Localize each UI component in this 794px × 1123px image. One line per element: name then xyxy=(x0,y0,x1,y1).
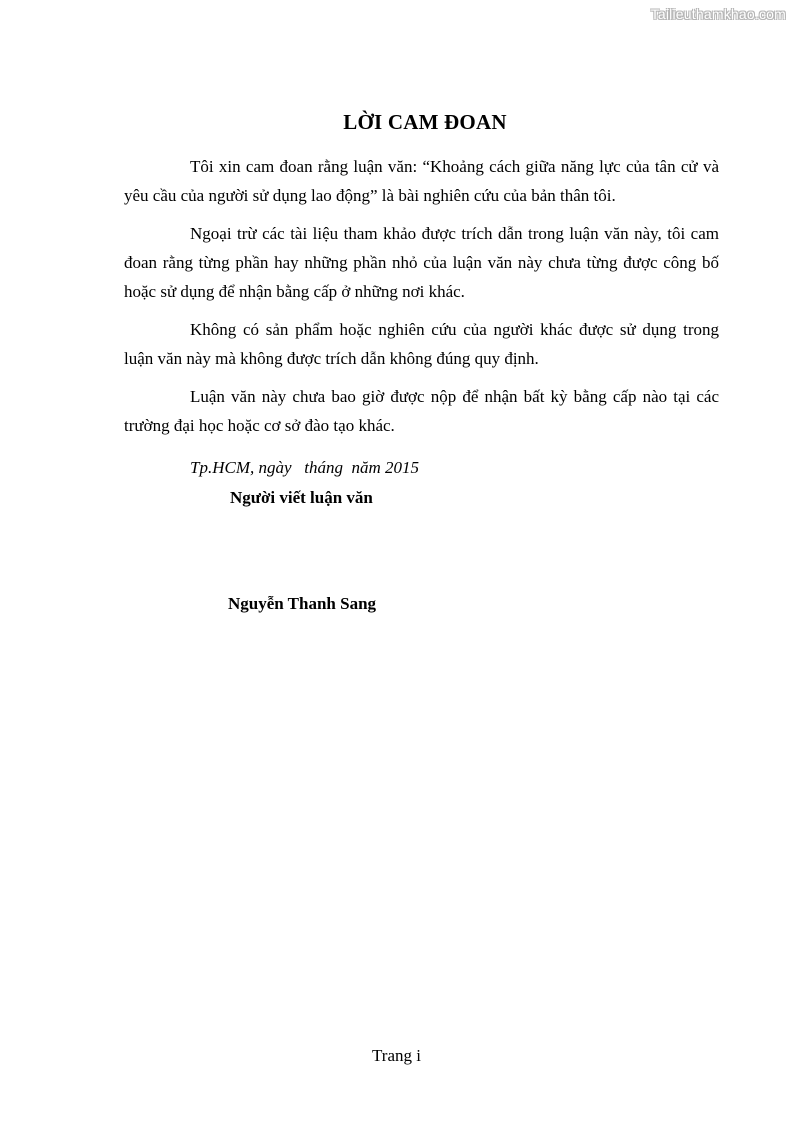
paragraph: Luận văn này chưa bao giờ được nộp để nhận bất kỳ bằng cấp nào tại các trường đại học hoặc cơ sở đào tạo khác. xyxy=(124,387,719,435)
declaration-body xyxy=(124,152,719,449)
watermark: Tailieuthamkhao.com xyxy=(650,6,786,22)
page-number: Trang i xyxy=(372,1046,421,1065)
paragraph: Tôi xin cam đoan rằng luận văn: “Khoảng cách giữa năng lực của tân cử và yêu cầu của người sử dụng lao động” là bài nghiên cứu của bản thân tôi. xyxy=(124,157,719,205)
paragraph: Ngoại trừ các tài liệu tham khảo được trích dẫn trong luận văn này, tôi cam đoan rằng từng phần hay những phần nhỏ của luận văn này chưa từng được công bố hoặc sử dụng để nhận bằng cấp ở những nơi khác. xyxy=(124,224,719,301)
paragraph: Không có sản phẩm hoặc nghiên cứu của người khác được sử dụng trong luận văn này mà không được trích dẫn không đúng quy định. xyxy=(124,320,719,368)
page-title: LỜI CAM ĐOAN xyxy=(343,110,507,134)
author-role: Người viết luận văn xyxy=(230,488,373,507)
place-date: Tp.HCM, ngày tháng năm 2015 xyxy=(190,458,420,477)
author-name: Nguyễn Thanh Sang xyxy=(228,594,377,613)
